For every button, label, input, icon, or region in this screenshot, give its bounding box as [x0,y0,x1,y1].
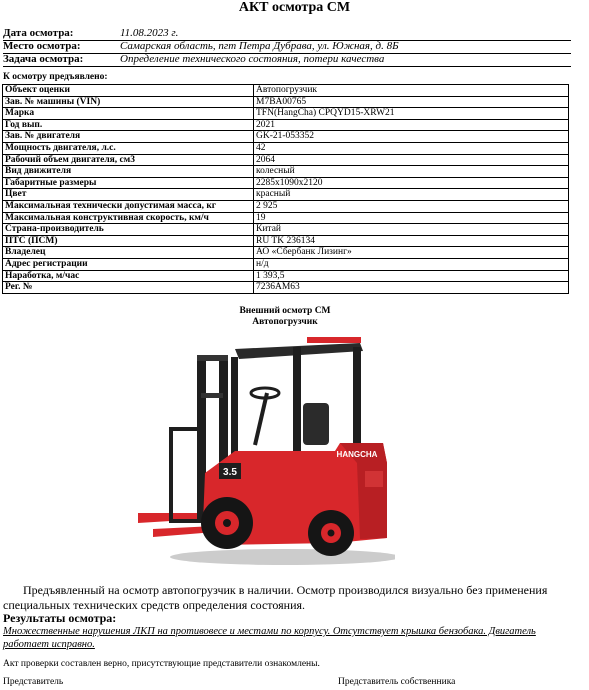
meta-underline [3,66,571,67]
steering-column [255,393,267,445]
spec-value: 19 [254,212,569,224]
guard-post-rear [353,347,361,447]
meta-value: Определение технического состояния, потери качества [120,53,385,65]
forklift-photo [135,333,395,573]
results-text: Множественные нарушения ЛКП на противовесе и местами по корпусу. Отсутствует крышка бензобака. Двигатель работает исправно. [3,626,536,650]
spec-value: 7236АМ63 [254,282,569,294]
spec-key: Рег. № [3,282,254,294]
model-badge-text: 3.5 [223,467,237,478]
brand-logo-text: HANGCHA [336,450,378,459]
spec-row [3,85,569,97]
spec-row [3,166,569,178]
spec-key: Год вып. [3,119,254,131]
results-heading: Результаты осмотра: [3,611,117,625]
spec-row [3,96,569,108]
guard-post-middle [293,347,301,465]
closing-statement: Акт проверки составлен верно, присутствующие представители ознакомлены. [3,659,320,669]
operator-seat [303,403,329,445]
photo-caption-title: Внешний осмотр СМ [239,306,331,316]
spec-row [3,270,569,282]
spec-key: Максимальная конструктивная скорость, км/ч [3,212,254,224]
spec-row [3,108,569,120]
meta-label: Место осмотра: [3,40,81,52]
spec-key: Зав. № двигателя [3,131,254,143]
mast-crossbar [197,355,228,361]
representative-label: Представитель [3,677,64,687]
inspection-description: Предъявленный на осмотр автопогрузчик в наличии. Осмотр производился визуально без применения специальных технических средств определения состояния. [3,583,548,612]
spec-value: Китай [254,224,569,236]
rear-light [365,471,383,487]
spec-value: 2 925 [254,200,569,212]
spec-key: Объект оценки [3,85,254,97]
spec-value: н/д [254,258,569,270]
spec-row [3,200,569,212]
spec-value: 1 393,5 [254,270,569,282]
spec-key: Вид движителя [3,166,254,178]
spec-row [3,119,569,131]
spec-value: колесный [254,166,569,178]
spec-key: Марка [3,108,254,120]
spec-key: Габаритные размеры [3,177,254,189]
spec-value: АО «Сбербанк Лизинг» [254,247,569,259]
spec-key: Зав. № машины (VIN) [3,96,254,108]
spec-row [3,247,569,259]
spec-key: Адрес регистрации [3,258,254,270]
spec-key: Максимальная технически допустимая масса, кг [3,200,254,212]
spec-row [3,212,569,224]
spec-key: Цвет [3,189,254,201]
photo-caption-subtitle: Автопогрузчик [252,317,318,327]
spec-value: TFN(HangCha) CPQYD15-XRW21 [254,108,569,120]
spec-row [3,258,569,270]
spec-value: 2285х1090х2120 [254,177,569,189]
spec-key: Страна-производитель [3,224,254,236]
spec-key: Владелец [3,247,254,259]
mast-crossbar-mid [201,393,223,398]
spec-key: Рабочий объем двигателя, см3 [3,154,254,166]
spec-key: ПТС (ПСМ) [3,235,254,247]
spec-row [3,154,569,166]
spec-row [3,235,569,247]
spec-key: Наработка, м/час [3,270,254,282]
rear-wheel-hub [328,530,335,537]
document-title: АКТ осмотра СМ [238,0,351,15]
spec-row [3,131,569,143]
spec-row [3,189,569,201]
spec-row [3,177,569,189]
presented-label: К осмотру предъявлено: [3,72,108,82]
meta-value: 11.08.2023 г. [120,27,179,39]
spec-row [3,142,569,154]
warning-beacon-bar [307,337,361,343]
guard-post-front [231,357,238,467]
spec-value: 2064 [254,154,569,166]
fork-carriage [171,429,199,521]
spec-row [3,282,569,294]
specs-table [2,84,569,294]
spec-value: RU TK 236134 [254,235,569,247]
meta-label: Задача осмотра: [3,53,84,65]
ground-shadow [170,549,395,565]
spec-value: красный [254,189,569,201]
spec-value: GK-21-053352 [254,131,569,143]
meta-label: Дата осмотра: [3,27,74,39]
spec-value: 2021 [254,119,569,131]
spec-value: M7BA00765 [254,96,569,108]
spec-row [3,224,569,236]
spec-key: Мощность двигателя, л.с. [3,142,254,154]
front-wheel-hub [223,519,231,527]
owner-representative-label: Представитель собственника [338,677,456,687]
spec-value: Автопогрузчик [254,85,569,97]
spec-value: 42 [254,142,569,154]
meta-value: Самарская область, пгт Петра Дубрава, ул. Южная, д. 8Б [120,40,399,52]
